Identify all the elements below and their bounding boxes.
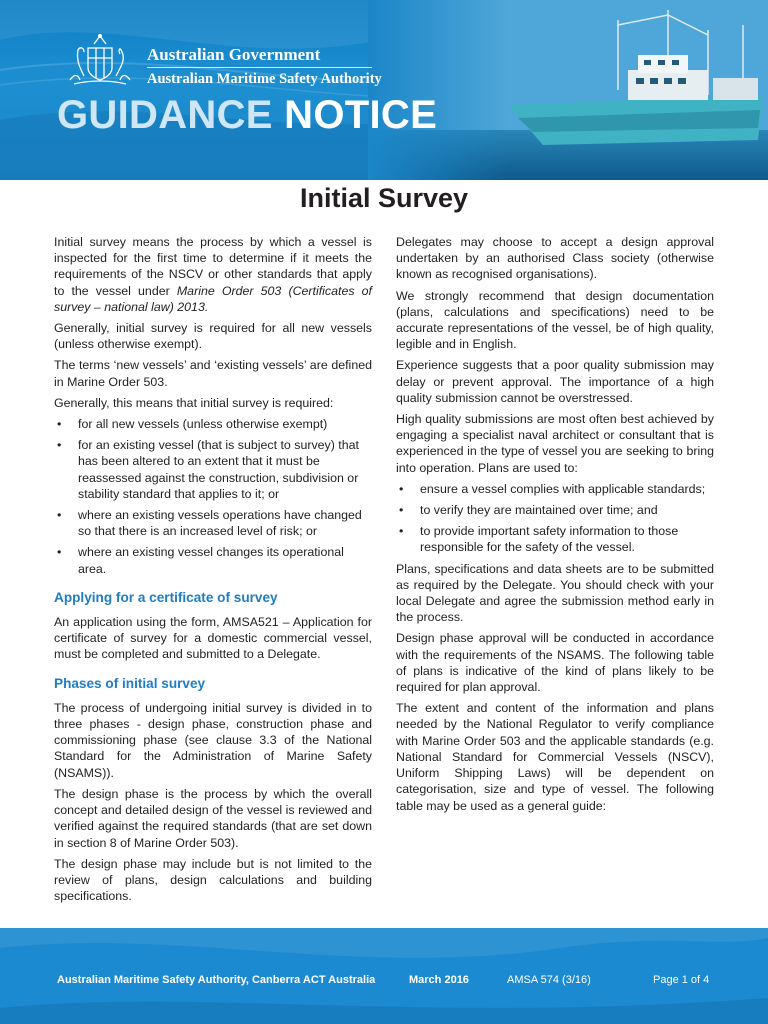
government-name: Australian Government: [147, 45, 321, 64]
plans-purpose-list: [396, 481, 714, 556]
paragraph: Generally, initial survey is required for all new vessels (unless otherwise exempt).: [54, 321, 372, 352]
paragraph: An application using the form, AMSA521 – Application for certificate of survey for a domestic commercial vessel, must be completed and submitted to a Delegate.: [54, 615, 372, 662]
list-item: • to verify they are maintained over time; and: [396, 502, 714, 518]
footer-date: March 2016: [409, 974, 469, 986]
paragraph: Design phase approval will be conducted in accordance with the requirements of the NSAMS. The following table of plans is indicative of the kind of plans likely to be required for plan approval.: [396, 631, 714, 695]
notice-title-word1: GUIDANCE: [57, 93, 273, 137]
header-divider: [147, 67, 372, 68]
paragraph-definition-text: Initial survey means the process by which a vessel is inspected for the first time to determine if it meets the requirements of the NSCV or other standards that apply to the vessel under: [54, 235, 372, 298]
footer-authority: Australian Maritime Safety Authority, Canberra ACT Australia: [57, 974, 376, 986]
paragraph: We strongly recommend that design documentation (plans, calculations and specifications) need to be accurate representations of the vessel, be of high quality, legible and in English.: [396, 288, 714, 352]
paragraph: High quality submissions are most often best achieved by engaging a specialist naval architect or consultant that is experienced in the type of vessel you are seeking to bring into operation. Plans are used to:: [396, 412, 714, 475]
notice-type-title: [57, 93, 437, 138]
page-footer: [0, 928, 768, 1024]
paragraph: Plans, specifications and data sheets are to be submitted as required by the Delegate. You should check with your local Delegate and agree the submission method early in the process.: [396, 561, 714, 625]
paragraph: Experience suggests that a poor quality submission may delay or prevent approval. The importance of a high quality submission cannot be overstressed.: [396, 358, 714, 405]
paragraph: The design phase may include but is not limited to the review of plans, design calculations and building specifications.: [54, 856, 372, 904]
section-heading-phases: Phases of initial survey: [54, 675, 206, 691]
list-item: • for all new vessels (unless otherwise exempt): [54, 416, 372, 432]
coat-of-arms-logo: [60, 30, 140, 90]
paragraph: The terms ‘new vessels’ and ‘existing vessels’ are defined in Marine Order 503.: [54, 358, 372, 389]
required-survey-list: [54, 416, 372, 577]
notice-title-word2: NOTICE: [284, 93, 438, 137]
footer-page-number: Page 1 of 4: [653, 974, 710, 986]
section-heading-applying: Applying for a certificate of survey: [54, 589, 278, 605]
paragraph: The process of undergoing initial survey is divided in to three phases - design phase, construction phase and commissioning phase (see clause 3.3 of the National Standard for the Administration of Marine Safety (NSAMS)).: [54, 700, 372, 780]
list-item: • to provide important safety information to those responsible for the safety of the vessel.: [396, 523, 714, 555]
header-banner: [0, 0, 768, 180]
marine-order-reference: Marine Order 503 (Certificates of survey – national law) 2013.: [54, 283, 372, 314]
agency-name: Australian Maritime Safety Authority: [147, 71, 382, 87]
list-item: • for an existing vessel (that is subject to survey) that has been altered to an extent that it must be reassessed against the construction, subdivision or stability standard that applies to it; or: [54, 437, 372, 502]
page-title: Initial Survey: [299, 183, 469, 213]
paragraph: The extent and content of the information and plans needed by the National Regulator to verify compliance with Marine Order 503 and the applicable standards (e.g. National Standard for Commercial Vessels (NSCV), Uniform Shipping Laws) will be dependent on categorisation, size and type of vessel. The following table may be used as a general guide:: [396, 701, 714, 813]
paragraph-definition: [54, 234, 372, 315]
list-item: • ensure a vessel complies with applicable standards;: [396, 481, 714, 497]
paragraph: The design phase is the process by which the overall concept and detailed design of the vessel is reviewed and verified against the required standards (that are set down in section 8 of Marine Order 503).: [54, 786, 372, 850]
paragraph: Generally, this means that initial survey is required:: [54, 395, 334, 410]
list-item: • where an existing vessels operations have changed so that there is an increased level of risk; or: [54, 507, 372, 539]
footer-document-code: AMSA 574 (3/16): [507, 974, 591, 986]
paragraph: Delegates may choose to accept a design approval undertaken by an authorised Class society (otherwise known as recognised organisations).: [396, 235, 714, 282]
left-column: [54, 234, 372, 909]
list-item: • where an existing vessel changes its operational area.: [54, 544, 372, 576]
right-column: [396, 234, 714, 819]
fishing-vessel-photo: [368, 0, 768, 180]
